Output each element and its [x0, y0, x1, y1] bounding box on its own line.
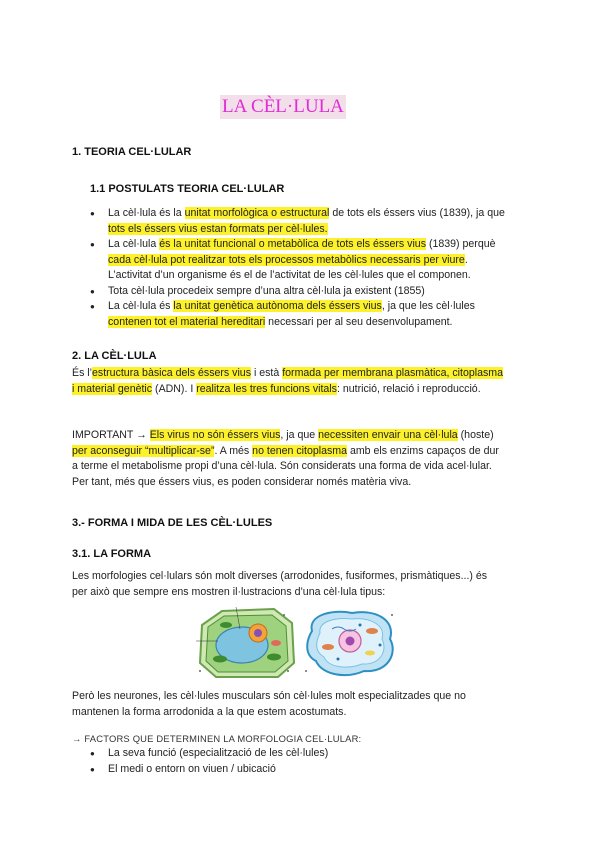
list-item: ● La seva funció (especialització de les cèl·lules) [90, 746, 510, 762]
important-note: IMPORTANT → Els virus no són éssers vius, ja que necessiten envair una cèl·lula (hoste) per aconseguir “multiplicar-se”. A més no tenen citoplasma amb els enzims capaços de dur a terme el metabolisme propi d’una cèl·lula. Són considerats una forma de vida acel·lular. Per tant, més que éssers vius, es poden considerar només matèria viva. [72, 429, 499, 488]
plant-cell-illustration [196, 607, 296, 679]
postulates-list [90, 206, 540, 330]
factors-list [90, 746, 510, 777]
section-3-1-heading: 3.1. LA FORMA [72, 548, 152, 560]
section-3-heading: 3.- FORMA I MIDA DE LES CÈL·LULES [72, 517, 273, 529]
list-item: ● El medi o entorn on viuen / ubicació [90, 762, 510, 778]
list-item: ● La cèl·lula és la unitat funcional o metabòlica de tots els éssers vius (1839) perquè cada cèl·lula pot realitzar tots els processos metabòlics necessaris per viure. L’activitat d’un organisme és el de l’activitat de les cèl·lules que el componen. [90, 237, 540, 284]
list-item: ● La cèl·lula és la unitat genètica autònoma dels éssers vius, ja que les cèl·lules contenen tot el material hereditari necessari per al seu desenvolupament. [90, 299, 540, 330]
list-item: ● La cèl·lula és la unitat morfològica o estructural de tots els éssers vius (1839), ja que tots els éssers vius estan formats per cèl·lules. [90, 206, 540, 237]
factors-heading: → FACTORS QUE DETERMINEN LA MORFOLOGIA CEL·LULAR: [72, 733, 362, 744]
animal-cell-illustration [302, 607, 400, 679]
section-1-1-heading: 1.1 POSTULATS TEORIA CEL·LULAR [90, 183, 285, 195]
forms-intro: Les morfologies cel·lulars són molt diverses (arrodonides, fusiformes, prismàtiques...) és per això que sempre ens mostren il·lustracions d’una cèl·lula tipus: [72, 570, 488, 598]
specialized-cells-text: Però les neurones, les cèl·lules musculars són cèl·lules molt especialitzades que no mantenen la forma arrodonida a la que estem acostumats. [72, 690, 466, 718]
cell-definition: És l’estructura bàsica dels éssers vius i està formada per membrana plasmàtica, citoplasma i material genètic (ADN). I realitza les tres funcions vitals: nutrició, relació i reproducció. [72, 367, 504, 395]
section-1-heading: 1. TEORIA CEL·LULAR [72, 146, 192, 158]
section-2-heading: 2. LA CÈL·LULA [72, 350, 157, 362]
page-title: LA CÈL·LULA [222, 96, 344, 117]
list-item: ● Tota cèl·lula procedeix sempre d’una altra cèl·lula ja existent (1855) [90, 284, 540, 300]
